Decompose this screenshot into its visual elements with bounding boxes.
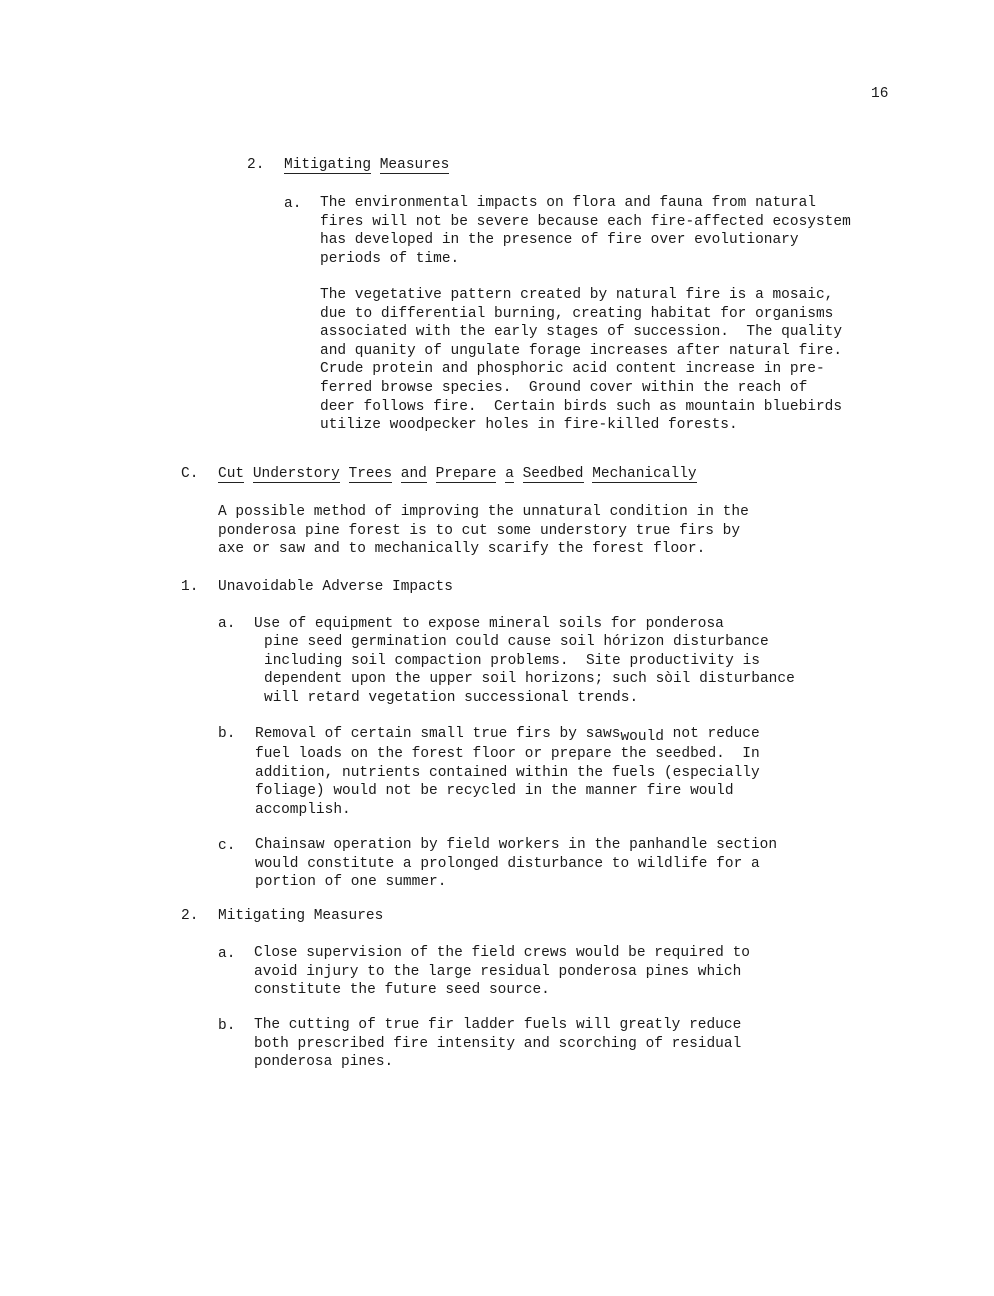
- section-marker: 1.: [181, 579, 199, 595]
- text-line: Close supervision of the field crews would be required to: [254, 945, 750, 961]
- heading-word: Mitigating: [284, 157, 372, 173]
- text-line: both prescribed fire intensity and scorching of residual: [254, 1035, 742, 1052]
- heading-word: a: [505, 466, 514, 482]
- item-marker: a.: [284, 196, 302, 212]
- paragraph: [264, 633, 795, 707]
- item-marker: b.: [218, 1018, 236, 1034]
- text-line: addition, nutrients contained within the fuels (especially: [255, 764, 760, 781]
- heading-word: Measures: [379, 157, 450, 173]
- section-marker: 2.: [247, 157, 265, 173]
- text-segment: Removal of certain small true firs by saws: [255, 726, 621, 742]
- text-line: accomplish.: [255, 801, 351, 818]
- paragraph: [255, 745, 760, 819]
- text-line: periods of time.: [320, 250, 460, 267]
- text-line: due to differential burning, creating habitat for organisms: [320, 305, 834, 322]
- section-marker: C.: [181, 466, 199, 482]
- heading-word: Trees: [348, 466, 393, 482]
- page-number: 16: [871, 86, 889, 102]
- section-heading: Mitigating Measures: [218, 908, 384, 924]
- text-line: The cutting of true fir ladder fuels will greatly reduce: [254, 1017, 742, 1033]
- paragraph: [255, 836, 777, 892]
- text-line: including soil compaction problems. Site productivity is: [264, 652, 760, 669]
- text-line: Chainsaw operation by field workers in the panhandle section: [255, 837, 778, 853]
- text-line: would constitute a prolonged disturbance to wildlife for a: [255, 855, 760, 872]
- item-marker: a.: [218, 946, 236, 962]
- text-line: ferred browse species. Ground cover within the reach of: [320, 379, 808, 396]
- item-marker: b.: [218, 726, 236, 742]
- text-line: associated with the early stages of succession. The quality: [320, 324, 843, 341]
- text-line: Crude protein and phosphoric acid content increase in pre-: [320, 361, 825, 378]
- section-heading: Unavoidable Adverse Impacts: [218, 579, 453, 595]
- section-heading: [284, 157, 449, 174]
- text-line: Use of equipment to expose mineral soils for ponderosa: [254, 616, 724, 632]
- item-marker: c.: [218, 838, 236, 854]
- text-line: fuel loads on the forest floor or prepare the seedbed. In: [255, 746, 760, 762]
- item-marker: a.: [218, 616, 236, 632]
- text-line: dependent upon the upper soil horizons; such sòil disturbance: [264, 671, 795, 688]
- paragraph: [218, 503, 749, 559]
- section-marker: 2.: [181, 908, 199, 924]
- text-line: will retard vegetation successional trends.: [264, 689, 639, 706]
- section-heading: [218, 466, 697, 483]
- text-line: ponderosa pines.: [254, 1054, 394, 1071]
- text-line: The environmental impacts on flora and fauna from natural: [320, 195, 816, 211]
- paragraph: [320, 286, 842, 435]
- heading-word: Mechanically: [592, 466, 697, 482]
- text-line: foliage) would not be recycled in the manner fire would: [255, 783, 734, 800]
- paragraph: [320, 194, 851, 268]
- heading-word: Prepare: [435, 466, 497, 482]
- text-line: constitute the future seed source.: [254, 982, 550, 999]
- paragraph: [254, 944, 750, 1000]
- text-line: portion of one summer.: [255, 874, 447, 891]
- text-line: utilize woodpecker holes in fire-killed forests.: [320, 417, 738, 434]
- heading-word: Seedbed: [522, 466, 584, 482]
- heading-word: Understory: [252, 466, 340, 482]
- text-line: pine seed germination could cause soil hórizon disturbance: [264, 634, 769, 650]
- heading-word: Cut: [218, 466, 245, 482]
- text-line: The vegetative pattern created by natural fire is a mosaic,: [320, 287, 834, 303]
- text-line: ponderosa pine forest is to cut some understory true firs by: [218, 522, 741, 539]
- text-line: deer follows fire. Certain birds such as mountain bluebirds: [320, 398, 843, 415]
- inserted-word: would: [620, 729, 664, 745]
- heading-word: and: [400, 466, 427, 482]
- text-line: axe or saw and to mechanically scarify the forest floor.: [218, 541, 706, 558]
- text-segment: not reduce: [663, 726, 760, 742]
- text-line: [255, 726, 760, 745]
- text-line: fires will not be severe because each fire-affected ecosystem: [320, 213, 851, 230]
- text-line: and quanity of ungulate forage increases after natural fire.: [320, 342, 843, 359]
- text-line: has developed in the presence of fire over evolutionary: [320, 232, 799, 249]
- paragraph: [254, 1016, 741, 1072]
- text-line: A possible method of improving the unnatural condition in the: [218, 504, 749, 520]
- text-line: avoid injury to the large residual ponderosa pines which: [254, 963, 742, 980]
